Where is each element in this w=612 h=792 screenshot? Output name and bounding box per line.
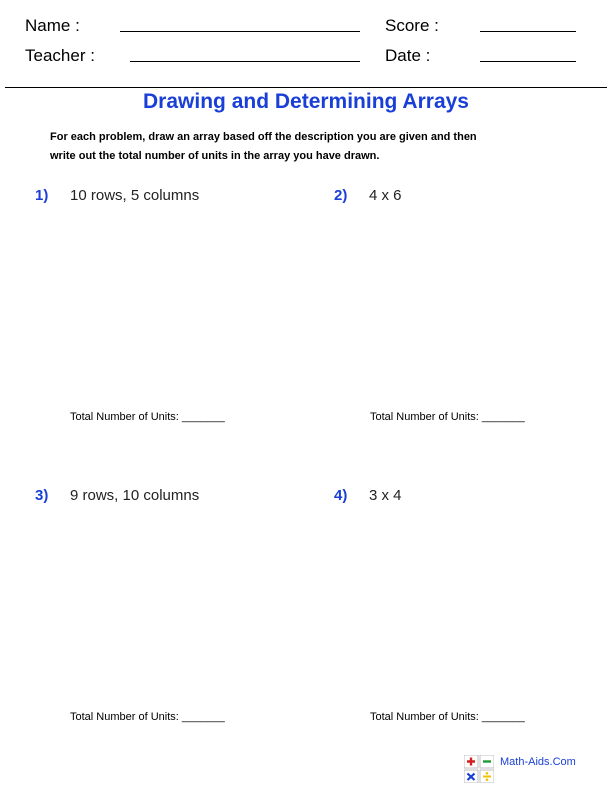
- name-label: Name :: [25, 16, 80, 35]
- problem-description-2: 4 x 6: [369, 187, 402, 204]
- teacher-label: Teacher :: [25, 46, 95, 65]
- score-label: Score :: [385, 16, 439, 35]
- date-line[interactable]: [480, 61, 576, 62]
- total-units-3[interactable]: Total Number of Units: _______: [70, 711, 225, 723]
- page-title: Drawing and Determining Arrays: [143, 90, 469, 113]
- score-line[interactable]: [480, 31, 576, 32]
- problem-number-2: 2): [334, 187, 348, 204]
- total-units-1[interactable]: Total Number of Units: _______: [70, 411, 225, 423]
- name-line[interactable]: [120, 31, 360, 32]
- total-units-4[interactable]: Total Number of Units: _______: [370, 711, 525, 723]
- problem-number-4: 4): [334, 487, 348, 504]
- problem-number-1: 1): [35, 187, 49, 204]
- instructions-line-1: For each problem, draw an array based off the description you are given and then: [50, 131, 477, 143]
- problem-description-1: 10 rows, 5 columns: [70, 187, 200, 204]
- total-units-2[interactable]: Total Number of Units: _______: [370, 411, 525, 423]
- math-aids-brand[interactable]: Math-Aids.Com: [500, 756, 576, 768]
- date-label: Date :: [385, 46, 431, 65]
- teacher-line[interactable]: [130, 61, 360, 62]
- math-aids-logo-icon[interactable]: [464, 755, 494, 783]
- problem-number-3: 3): [35, 487, 49, 504]
- problem-description-3: 9 rows, 10 columns: [70, 487, 200, 504]
- instructions-line-2: write out the total number of units in the array you have drawn.: [50, 150, 380, 162]
- header-divider: [5, 87, 607, 88]
- problem-description-4: 3 x 4: [369, 487, 402, 504]
